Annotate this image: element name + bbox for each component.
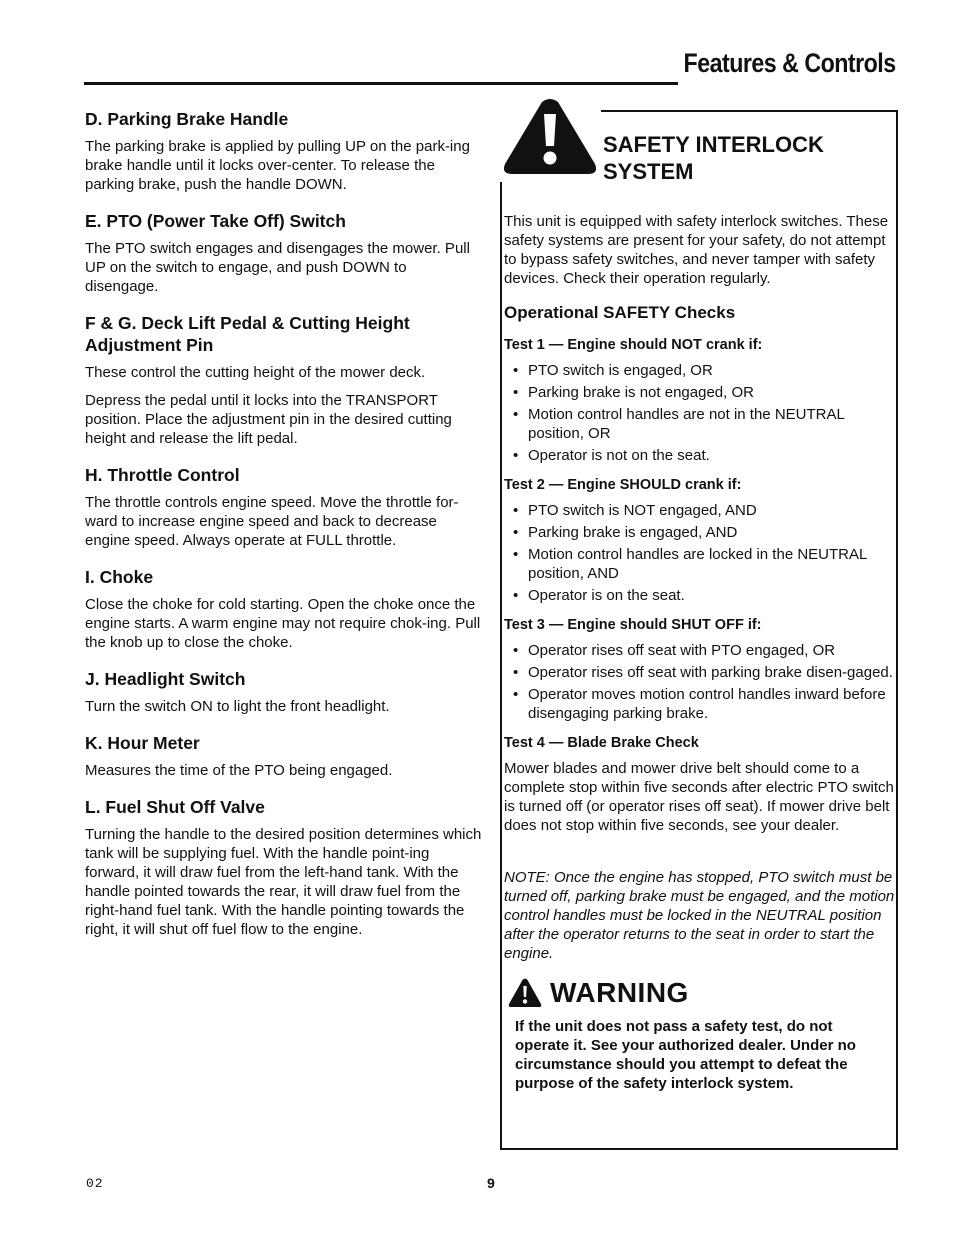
page-header-title: Features & Controls — [683, 48, 896, 78]
section-paragraph: The PTO switch engages and disengages the mower. Pull UP on the switch to engage, and push DOWN to disengage. — [85, 240, 470, 295]
footer-code: 02 — [86, 1176, 104, 1191]
section-paragraph: The parking brake is applied by pulling UP on the park-ing brake handle until it locks over-center. To release the parking brake, push the handle DOWN. — [85, 138, 470, 193]
test-heading: Test 2 — Engine SHOULD crank if: — [504, 477, 742, 493]
safety-box-body — [504, 212, 896, 1093]
test-heading: Test 4 — Blade Brake Check — [504, 735, 699, 751]
test-4-text: Mower blades and mower drive belt should come to a complete stop within five seconds after electric PTO switch is turned off (or operator rises off seat). If mower drive belt does not stop within five seconds, see your dealer. — [504, 760, 894, 834]
warning-word: WARNING — [550, 977, 689, 1008]
section-paragraph: The throttle controls engine speed. Move the throttle for-ward to increase engine speed and back to decrease engine speed. Always operate at FULL throttle. — [85, 494, 459, 549]
safety-note: NOTE: Once the engine has stopped, PTO switch must be turned off, parking brake must be engaged, and the motion control handles must be locked in the NEUTRAL position after the operator returns to the seat in order to start the engine. — [504, 869, 895, 962]
safety-box-title — [603, 131, 883, 185]
list-item: • Operator moves motion control handles inward before disengaging parking brake. — [504, 685, 896, 723]
test-2-list — [504, 501, 896, 605]
section-heading: K. Hour Meter — [85, 733, 200, 753]
alert-triangle-icon — [502, 98, 598, 176]
checks-title: Operational SAFETY Checks — [504, 303, 736, 322]
section-paragraph: Measures the time of the PTO being engaged. — [85, 762, 393, 779]
section-fuel-valve — [85, 796, 483, 939]
test-3-list — [504, 641, 896, 723]
box-border-left — [500, 182, 502, 1150]
section-paragraph: Depress the pedal until it locks into the TRANSPORT position. Place the adjustment pin in the desired cutting height and release the lift pedal. — [85, 392, 452, 447]
section-paragraph: Turning the handle to the desired position determines which tank will be supplying fuel. With the handle point-ing forward, it will draw fuel from the left-hand tank. With the handle pointed towards the rear, it will draw fuel from the right-hand fuel tank. With the handle pointing towards the right, it will shut off fuel flow to the engine. — [85, 826, 482, 938]
list-item: • Parking brake is engaged, AND — [504, 523, 896, 542]
box-border-right — [896, 110, 898, 1150]
warning-triangle-icon — [508, 978, 542, 1008]
section-heading: F & G. Deck Lift Pedal & Cutting Height Adjustment Pin — [85, 313, 410, 355]
list-item: • PTO switch is engaged, OR — [504, 361, 896, 380]
section-parking-brake — [85, 108, 483, 194]
list-item: • Operator is not on the seat. — [504, 446, 896, 465]
section-heading: H. Throttle Control — [85, 465, 240, 485]
section-throttle — [85, 464, 483, 550]
section-paragraph: Close the choke for cold starting. Open the choke once the engine starts. A warm engine may not require chok-ing. Pull the knob up to close the choke. — [85, 596, 481, 651]
section-hour-meter — [85, 732, 483, 780]
list-item: • Operator rises off seat with PTO engaged, OR — [504, 641, 896, 660]
safety-intro: This unit is equipped with safety interlock switches. These safety systems are present for your safety, do not attempt to bypass safety switches, and never tamper with safety devices. Check their operation regularly. — [504, 213, 889, 287]
list-item: • Operator rises off seat with parking brake disen-gaged. — [504, 663, 896, 682]
section-heading: I. Choke — [85, 567, 154, 587]
box-border-bottom — [500, 1148, 898, 1150]
list-item: • Motion control handles are locked in the NEUTRAL position, AND — [504, 545, 896, 583]
section-deck-lift — [85, 312, 483, 448]
section-paragraph: Turn the switch ON to light the front headlight. — [85, 698, 390, 715]
header-rule — [84, 82, 678, 85]
warning-text: If the unit does not pass a safety test, do not operate it. See your authorized dealer. Under no circumstance should you attempt to defeat the purpose of the safety interlock system. — [515, 1018, 856, 1092]
section-heading: E. PTO (Power Take Off) Switch — [85, 211, 346, 231]
box-border-top — [601, 110, 898, 112]
controls-column — [85, 108, 483, 955]
test-1-list — [504, 361, 896, 465]
section-heading: J. Headlight Switch — [85, 669, 246, 689]
safety-title-line: SYSTEM — [603, 159, 694, 184]
test-heading: Test 3 — Engine should SHUT OFF if: — [504, 617, 762, 633]
warning-heading — [508, 977, 896, 1009]
section-pto-switch — [85, 210, 483, 296]
section-headlight — [85, 668, 483, 716]
section-choke — [85, 566, 483, 652]
list-item: • Motion control handles are not in the NEUTRAL position, OR — [504, 405, 896, 443]
list-item: • Parking brake is not engaged, OR — [504, 383, 896, 402]
section-paragraph: These control the cutting height of the mower deck. — [85, 364, 426, 381]
section-heading: L. Fuel Shut Off Valve — [85, 797, 265, 817]
section-heading: D. Parking Brake Handle — [85, 109, 289, 129]
safety-title-line: SAFETY INTERLOCK — [603, 132, 824, 157]
list-item: • Operator is on the seat. — [504, 586, 896, 605]
list-item: • PTO switch is NOT engaged, AND — [504, 501, 896, 520]
page-number: 9 — [487, 1175, 495, 1191]
test-heading: Test 1 — Engine should NOT crank if: — [504, 337, 763, 353]
